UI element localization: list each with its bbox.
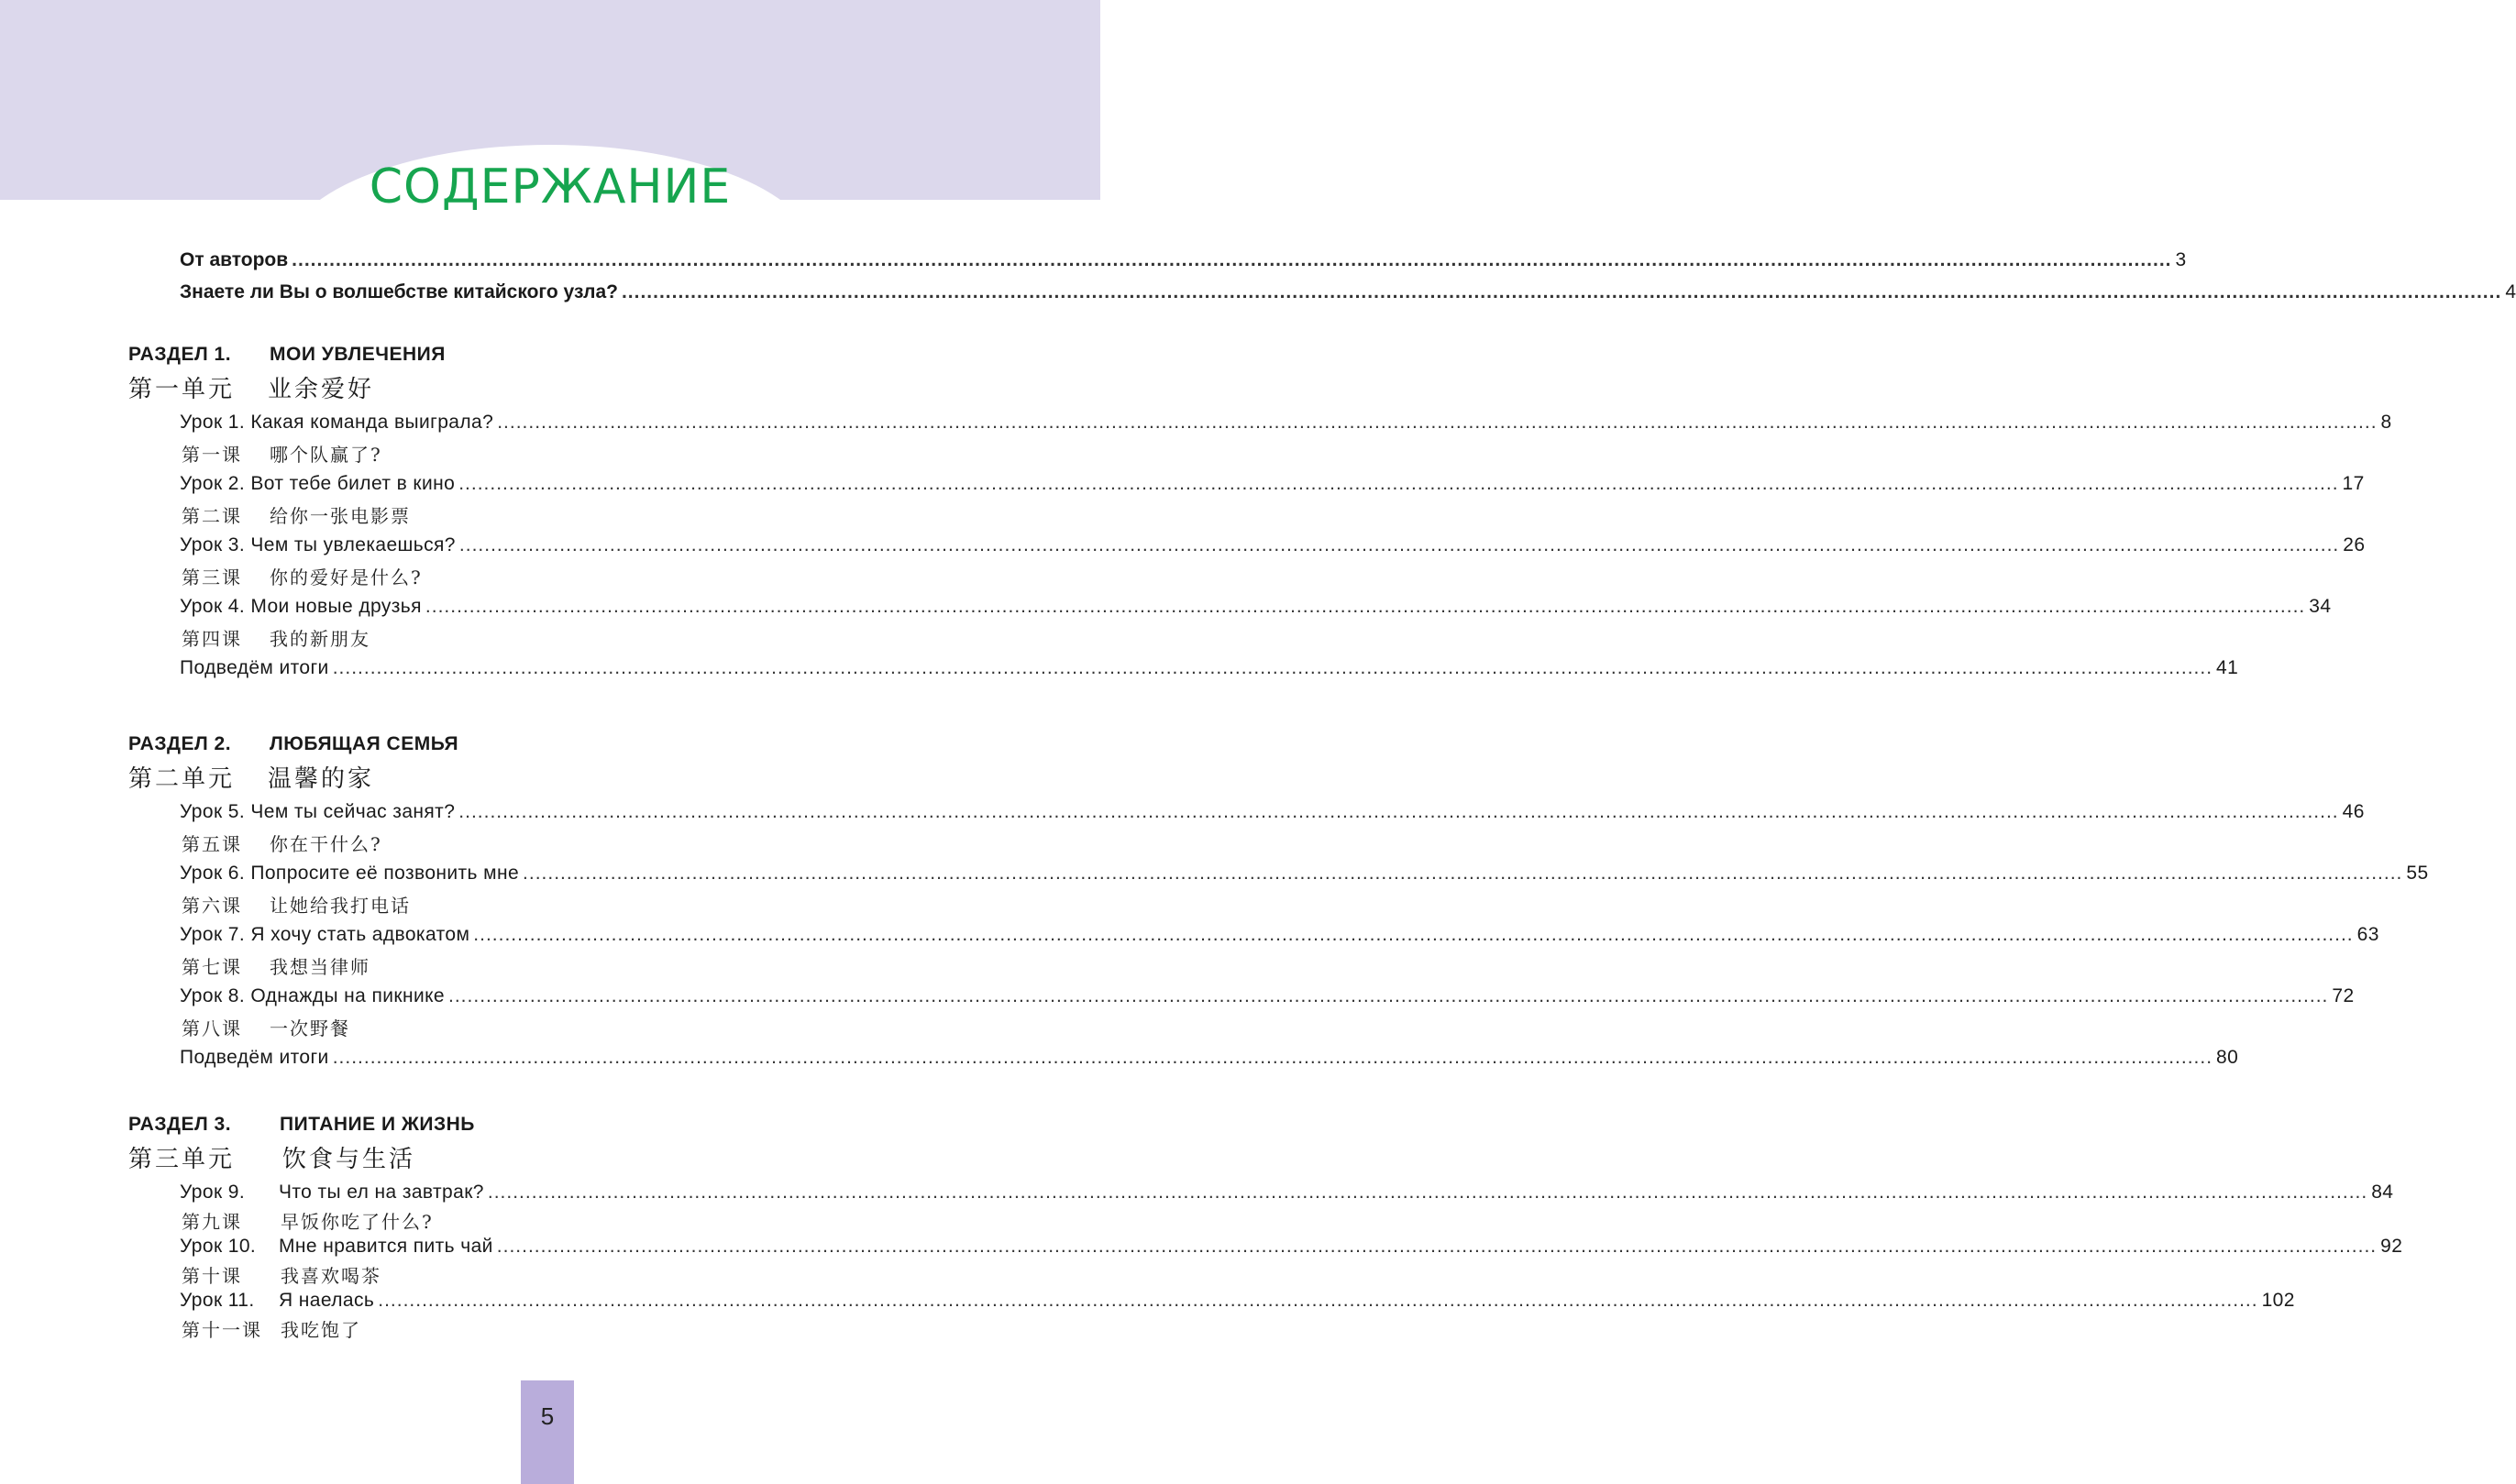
toc-entry-page: 8 [2380, 412, 2392, 433]
toc-entry-label [180, 412, 493, 434]
leader-dots: ............................................................................................................................................................................................................................................................................................................ [473, 924, 2354, 945]
lesson-title-cn: 我想当律师 [270, 956, 370, 978]
section-label-cn: 第三单元 [128, 1146, 236, 1173]
lesson-title-cn: 我的新朋友 [270, 628, 370, 650]
lesson-label: Урок 7. [180, 924, 246, 945]
lesson-title: Чем ты увлекаешься? [250, 534, 456, 555]
lesson-title: Однажды на пикнике [250, 985, 446, 1006]
lesson-label-cn: 第九课 [182, 1211, 242, 1233]
lesson-title: Я наелась [279, 1290, 375, 1311]
toc-entry-page: 4 [2505, 281, 2516, 302]
lesson-4-cn [182, 624, 370, 651]
lesson-label-cn: 第六课 [182, 895, 242, 917]
section-title-cn: 温馨的家 [268, 765, 375, 793]
section-label-cn: 第一单元 [128, 376, 236, 403]
lesson-label: Урок 10. [180, 1236, 257, 1257]
toc-entry-page: 63 [2356, 924, 2379, 945]
lesson-title: Мне нравится пить чай [279, 1236, 493, 1257]
leader-dots: ............................................................................................................................................................................................................................................................................................................ [497, 412, 2378, 433]
leader-dots: ............................................................................................................................................................................................................................................................................................................ [332, 1047, 2213, 1068]
lesson-label: Урок 4. [180, 596, 246, 617]
leader-dots: ............................................................................................................................................................................................................................................................................................................ [292, 249, 2172, 270]
lesson-label: Урок 11. [180, 1290, 255, 1311]
toc-entry-label: Знаете ли Вы о волшебстве китайского узла? [180, 281, 618, 302]
toc-entry-lesson-4[interactable] [180, 596, 2332, 618]
toc-entry-label [180, 863, 519, 885]
toc-entry-label [180, 924, 469, 946]
lesson-label: Урок 5. [180, 801, 246, 822]
lesson-title: Мои новые друзья [250, 596, 422, 617]
toc-entry-page: 46 [2342, 801, 2365, 822]
lesson-label: Урок 8. [180, 985, 246, 1006]
lesson-6-cn [182, 891, 411, 918]
lesson-7-cn [182, 952, 370, 979]
page-number-tab [521, 1380, 574, 1484]
lesson-title-cn: 早饭你吃了什么? [281, 1211, 434, 1233]
lesson-10-cn [182, 1261, 381, 1288]
toc-entry-label [180, 1290, 374, 1312]
toc-entry-label [180, 801, 455, 823]
toc-entry-lesson-6[interactable] [180, 863, 2429, 885]
leader-dots: ............................................................................................................................................................................................................................................................................................................ [621, 281, 2502, 302]
toc-entry-label: От авторов [180, 249, 289, 270]
lesson-label-cn: 第八课 [182, 1017, 242, 1039]
toc-entry-page: 55 [2406, 863, 2429, 884]
toc-entry-label: Подведём итоги [180, 1047, 329, 1068]
leader-dots: ............................................................................................................................................................................................................................................................................................................ [523, 863, 2403, 884]
lesson-9-cn [182, 1207, 434, 1234]
toc-entry-label [180, 473, 455, 495]
section-title: МОИ УВЛЕЧЕНИЯ [270, 344, 446, 365]
lesson-11-cn [182, 1315, 361, 1342]
lesson-label-cn: 第十课 [182, 1265, 242, 1287]
toc-entry-lesson-7[interactable] [180, 924, 2379, 946]
leader-dots: ............................................................................................................................................................................................................................................................................................................ [496, 1236, 2378, 1257]
lesson-label-cn: 第三课 [182, 566, 242, 588]
toc-entry-lesson-3[interactable] [180, 534, 2366, 556]
section-label: РАЗДЕЛ 3. [128, 1114, 232, 1135]
lesson-title: Попросите её позвонить мне [250, 863, 520, 884]
lesson-3-cn [182, 563, 423, 589]
page-title: СОДЕРЖАНИЕ [369, 159, 732, 214]
toc-entry-page: 72 [2332, 985, 2355, 1006]
section-title: ЛЮБЯЩАЯ СЕМЬЯ [270, 733, 459, 754]
leader-dots: ............................................................................................................................................................................................................................................................................................................ [378, 1290, 2258, 1311]
toc-entry-page: 3 [2175, 249, 2187, 270]
toc-entry-label [180, 1236, 493, 1258]
toc-entry-lesson-8[interactable] [180, 985, 2355, 1007]
toc-entry-page: 26 [2343, 534, 2366, 555]
section-label-cn: 第二单元 [128, 765, 236, 793]
lesson-title-cn: 我吃饱了 [281, 1319, 361, 1341]
section-title-cn: 饮食与生活 [282, 1146, 416, 1173]
page-number: 5 [540, 1402, 555, 1430]
leader-dots: ............................................................................................................................................................................................................................................................................................................ [332, 657, 2213, 678]
lesson-label-cn: 第五课 [182, 833, 242, 855]
lesson-title: Я хочу стать адвокатом [250, 924, 470, 945]
toc-entry-label [180, 985, 445, 1007]
toc-entry-page: 102 [2261, 1290, 2295, 1311]
lesson-1-cn [182, 440, 382, 467]
toc-entry-page: 41 [2216, 657, 2239, 678]
toc-entry-chinese-knot[interactable] [180, 281, 2516, 303]
toc-entry-page: 34 [2309, 596, 2332, 617]
lesson-label-cn: 第一课 [182, 444, 242, 466]
toc-entry-label: Подведём итоги [180, 657, 329, 678]
lesson-title-cn: 你在干什么? [270, 833, 382, 855]
toc-entry-label [180, 596, 422, 618]
toc-entry-lesson-11[interactable] [180, 1290, 2295, 1312]
lesson-8-cn [182, 1014, 350, 1040]
lesson-label-cn: 第七课 [182, 956, 242, 978]
toc-entry-lesson-1[interactable] [180, 412, 2392, 434]
leader-dots: ............................................................................................................................................................................................................................................................................................................ [458, 801, 2339, 822]
toc-entry-page: 92 [2380, 1236, 2403, 1257]
lesson-label: Урок 3. [180, 534, 246, 555]
lesson-title: Какая команда выиграла? [250, 412, 494, 433]
section-title-cn: 业余爱好 [268, 376, 375, 403]
lesson-title-cn: 你的爱好是什么? [270, 566, 423, 588]
leader-dots: ............................................................................................................................................................................................................................................................................................................ [487, 1182, 2368, 1203]
section-label: РАЗДЕЛ 1. [128, 344, 232, 365]
section-label: РАЗДЕЛ 2. [128, 733, 232, 754]
lesson-5-cn [182, 830, 382, 856]
lesson-title: Вот тебе билет в кино [250, 473, 456, 494]
lesson-label: Урок 2. [180, 473, 246, 494]
lesson-label-cn: 第十一课 [182, 1319, 262, 1341]
toc-entry-lesson-9[interactable] [180, 1182, 2394, 1204]
toc-entry-summary-2[interactable] [180, 1047, 2239, 1069]
lesson-title-cn: 一次野餐 [270, 1017, 350, 1039]
toc-entry-page: 17 [2342, 473, 2365, 494]
toc-entry-from-authors[interactable] [180, 249, 2187, 271]
toc-entry-label [180, 534, 456, 556]
lesson-title: Чем ты сейчас занят? [250, 801, 456, 822]
toc-entry-summary-1[interactable] [180, 657, 2239, 679]
toc-entry-lesson-2[interactable] [180, 473, 2365, 495]
lesson-2-cn [182, 501, 411, 528]
leader-dots: ............................................................................................................................................................................................................................................................................................................ [448, 985, 2329, 1006]
lesson-label-cn: 第二课 [182, 505, 242, 527]
lesson-label: Урок 6. [180, 863, 246, 884]
section-title: ПИТАНИЕ И ЖИЗНЬ [280, 1114, 475, 1135]
lesson-label: Урок 1. [180, 412, 246, 433]
lesson-title-cn: 让她给我打电话 [270, 895, 411, 917]
leader-dots: ............................................................................................................................................................................................................................................................................................................ [458, 534, 2340, 555]
toc-entry-lesson-10[interactable] [180, 1236, 2403, 1258]
toc-entry-page: 84 [2371, 1182, 2394, 1203]
leader-dots: ............................................................................................................................................................................................................................................................................................................ [458, 473, 2339, 494]
lesson-label: Урок 9. [180, 1182, 246, 1203]
toc-entry-label [180, 1182, 484, 1204]
lesson-title: Что ты ел на завтрак? [279, 1182, 484, 1203]
lesson-title-cn: 我喜欢喝茶 [281, 1265, 381, 1287]
lesson-title-cn: 哪个队赢了? [270, 444, 382, 466]
toc-entry-page: 80 [2216, 1047, 2239, 1068]
lesson-label-cn: 第四课 [182, 628, 242, 650]
toc-entry-lesson-5[interactable] [180, 801, 2365, 823]
lesson-title-cn: 给你一张电影票 [270, 505, 411, 527]
leader-dots: ............................................................................................................................................................................................................................................................................................................ [425, 596, 2306, 617]
